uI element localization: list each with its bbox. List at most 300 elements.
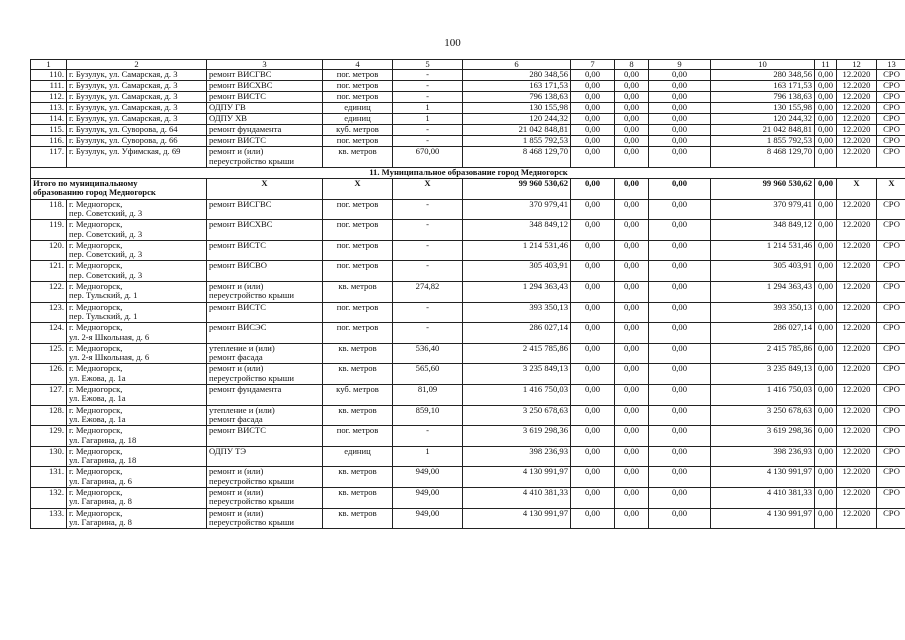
- unit-cell: пог. метров: [323, 426, 393, 447]
- fund-cell: 0,00: [571, 240, 615, 261]
- budget-cell: 0,00: [615, 405, 649, 426]
- owners-funds-cell: 3 235 849,13: [711, 364, 815, 385]
- work-type-cell-line: переустройство крыши: [209, 372, 294, 383]
- address-cell: [67, 343, 207, 364]
- method-cell: СРО: [877, 343, 905, 364]
- work-type-cell-line: переустройство крыши: [209, 290, 294, 301]
- section-title: 11. Муниципальное образование город Медногорск: [31, 168, 905, 179]
- address-cell: [67, 103, 207, 114]
- total-label-line: образованию город Медногорск: [33, 187, 156, 198]
- address-cell: [67, 136, 207, 147]
- budget-cell: 0,00: [615, 114, 649, 125]
- quantity-cell: 670,00: [393, 147, 463, 168]
- column-number: 5: [393, 60, 463, 70]
- fund-cell: 0,00: [571, 147, 615, 168]
- deadline-cell: 12.2020: [837, 220, 877, 241]
- method-cell: СРО: [877, 147, 905, 168]
- total-cost-cell: 4 410 381,33: [463, 487, 571, 508]
- deadline-cell: 12.2020: [837, 281, 877, 302]
- total-cost-cell: 21 042 848,81: [463, 125, 571, 136]
- quantity-cell: 565,60: [393, 364, 463, 385]
- work-type-cell-line: ОДПУ ГВ: [209, 102, 246, 113]
- unit-cell: куб. метров: [323, 384, 393, 405]
- work-type-cell: [207, 92, 323, 103]
- row-number: 124.: [31, 323, 67, 344]
- unit-cell: пог. метров: [323, 302, 393, 323]
- quantity-cell: -: [393, 125, 463, 136]
- local-budget-cell: 0,00: [649, 125, 711, 136]
- total-cost-cell: 3 619 298,36: [463, 426, 571, 447]
- deadline-cell: 12.2020: [837, 446, 877, 467]
- table-row: [31, 467, 905, 488]
- method-cell: СРО: [877, 426, 905, 447]
- total-label: [31, 179, 207, 200]
- other-cell: 0,00: [815, 446, 837, 467]
- work-type-cell-line: ремонт фундамента: [209, 124, 282, 135]
- method-cell: СРО: [877, 302, 905, 323]
- owners-funds-cell: 1 294 363,43: [711, 281, 815, 302]
- fund-cell: 0,00: [571, 199, 615, 220]
- work-type-cell-line: ремонт ВИСГВС: [209, 199, 272, 209]
- method-cell: СРО: [877, 281, 905, 302]
- deadline-cell: 12.2020: [837, 81, 877, 92]
- row-number: 132.: [31, 487, 67, 508]
- owners-funds-cell: 348 849,12: [711, 220, 815, 241]
- method-cell: СРО: [877, 125, 905, 136]
- column-number-row: [31, 60, 905, 70]
- address-cell: [67, 446, 207, 467]
- work-type-cell: [207, 220, 323, 241]
- fund-cell: 0,00: [571, 364, 615, 385]
- quantity-cell: -: [393, 302, 463, 323]
- owners-funds-cell: 4 410 381,33: [711, 487, 815, 508]
- work-type-cell-line: ремонт ВИСГВС: [209, 69, 272, 80]
- quantity-cell: -: [393, 323, 463, 344]
- work-type-cell: [207, 508, 323, 529]
- budget-cell: 0,00: [615, 508, 649, 529]
- budget-cell: 0,00: [615, 125, 649, 136]
- local-budget-cell: 0,00: [649, 103, 711, 114]
- work-type-cell-line: переустройство крыши: [209, 516, 294, 527]
- deadline-cell: 12.2020: [837, 467, 877, 488]
- column-number: 11: [815, 60, 837, 70]
- row-number: 126.: [31, 364, 67, 385]
- method-cell: СРО: [877, 220, 905, 241]
- address-cell-line: г. Бузулук, ул. Суворова, д. 64: [69, 124, 178, 135]
- row-number: 129.: [31, 426, 67, 447]
- column-number: 7: [571, 60, 615, 70]
- table-row: [31, 487, 905, 508]
- local-budget-cell: 0,00: [649, 81, 711, 92]
- method-cell: СРО: [877, 103, 905, 114]
- unit-cell: пог. метров: [323, 92, 393, 103]
- quantity-cell: 1: [393, 446, 463, 467]
- row-number: 120.: [31, 240, 67, 261]
- total-x-cell: X: [877, 179, 905, 200]
- table-body: [31, 60, 905, 529]
- quantity-cell: -: [393, 92, 463, 103]
- table-row: [31, 343, 905, 364]
- other-cell: 0,00: [815, 125, 837, 136]
- address-cell: [67, 70, 207, 81]
- deadline-cell: 12.2020: [837, 426, 877, 447]
- table-row: [31, 147, 905, 168]
- address-cell-line: г. Бузулук, ул. Самарская, д. 3: [69, 91, 178, 102]
- other-cell: 0,00: [815, 114, 837, 125]
- quantity-cell: 274,82: [393, 281, 463, 302]
- work-type-cell: [207, 487, 323, 508]
- method-cell: СРО: [877, 114, 905, 125]
- quantity-cell: -: [393, 261, 463, 282]
- page-number: 100: [444, 37, 461, 49]
- fund-cell: 0,00: [571, 384, 615, 405]
- table-row: [31, 261, 905, 282]
- other-cell: 0,00: [815, 70, 837, 81]
- table-row: [31, 103, 905, 114]
- total-cost-cell: 120 244,32: [463, 114, 571, 125]
- column-number: 9: [649, 60, 711, 70]
- total-cost-cell: 3 250 678,63: [463, 405, 571, 426]
- address-cell-line: пер. Тульский, д. 1: [69, 290, 138, 301]
- other-cell: 0,00: [815, 240, 837, 261]
- table-row: [31, 323, 905, 344]
- owners-funds-cell: 1 214 531,46: [711, 240, 815, 261]
- row-number: 122.: [31, 281, 67, 302]
- deadline-cell: 12.2020: [837, 323, 877, 344]
- work-type-cell-line: ремонт ВИСЭС: [209, 322, 267, 333]
- local-budget-cell: 0,00: [649, 446, 711, 467]
- work-type-cell-line: ремонт ВИСТС: [209, 425, 267, 436]
- unit-cell: пог. метров: [323, 70, 393, 81]
- column-number: 12: [837, 60, 877, 70]
- work-type-cell: [207, 136, 323, 147]
- row-number: 113.: [31, 103, 67, 114]
- quantity-cell: -: [393, 81, 463, 92]
- address-cell-line: г. Медногорск,: [69, 425, 123, 436]
- column-number: 4: [323, 60, 393, 70]
- other-cell: 0,00: [815, 136, 837, 147]
- unit-cell: пог. метров: [323, 136, 393, 147]
- address-cell-line: г. Медногорск,: [69, 281, 123, 291]
- other-cell: 0,00: [815, 364, 837, 385]
- table-row: [31, 136, 905, 147]
- address-cell: [67, 384, 207, 405]
- work-type-cell: [207, 426, 323, 447]
- budget-cell: 0,00: [615, 426, 649, 447]
- work-type-cell-line: ремонт ВИСТС: [209, 240, 267, 250]
- total-cost-cell: 280 348,56: [463, 70, 571, 81]
- work-type-cell: [207, 199, 323, 220]
- work-type-cell-line: ремонт и (или): [209, 487, 264, 497]
- method-cell: СРО: [877, 136, 905, 147]
- address-cell: [67, 81, 207, 92]
- work-type-cell-line: ремонт ВИСВО: [209, 260, 267, 271]
- work-type-cell: [207, 364, 323, 385]
- work-type-cell-line: ремонт ВИСХВС: [209, 219, 273, 230]
- method-cell: СРО: [877, 240, 905, 261]
- table-row: [31, 426, 905, 447]
- work-type-cell-line: утепление и (или): [209, 405, 275, 415]
- other-cell: 0,00: [815, 487, 837, 508]
- table-row: [31, 199, 905, 220]
- unit-cell: пог. метров: [323, 323, 393, 344]
- row-number: 130.: [31, 446, 67, 467]
- budget-cell: 0,00: [615, 261, 649, 282]
- work-type-cell-line: ремонт фасада: [209, 413, 263, 424]
- total-cost-cell: 3 235 849,13: [463, 364, 571, 385]
- table-row: [31, 92, 905, 103]
- row-number: 123.: [31, 302, 67, 323]
- address-cell-line: ул. Гагарина, д. 18: [69, 455, 137, 466]
- fund-cell: 0,00: [571, 70, 615, 81]
- work-type-cell-line: ремонт и (или): [209, 146, 264, 157]
- row-number: 125.: [31, 343, 67, 364]
- other-cell: 0,00: [815, 467, 837, 488]
- total-cost-cell: 4 130 991,97: [463, 467, 571, 488]
- work-type-cell-line: ремонт фундамента: [209, 384, 282, 394]
- owners-funds-cell: 163 171,53: [711, 81, 815, 92]
- quantity-cell: 81,09: [393, 384, 463, 405]
- work-type-cell-line: утепление и (или): [209, 343, 275, 353]
- local-budget-cell: 0,00: [649, 114, 711, 125]
- address-cell-line: г. Медногорск,: [69, 343, 123, 353]
- work-type-cell-line: ремонт и (или): [209, 281, 264, 291]
- column-number: 8: [615, 60, 649, 70]
- address-cell-line: пер. Советский, д. 3: [69, 208, 143, 218]
- local-budget-cell: 0,00: [649, 70, 711, 81]
- row-number: 114.: [31, 114, 67, 125]
- work-type-cell: [207, 343, 323, 364]
- address-cell-line: г. Медногорск,: [69, 322, 123, 333]
- table-row: [31, 125, 905, 136]
- work-type-cell: [207, 446, 323, 467]
- address-cell: [67, 323, 207, 344]
- total-owners-cell: 99 960 530,62: [711, 179, 815, 200]
- address-cell-line: г. Медногорск,: [69, 260, 123, 271]
- unit-cell: кв. метров: [323, 487, 393, 508]
- budget-cell: 0,00: [615, 220, 649, 241]
- owners-funds-cell: 393 350,13: [711, 302, 815, 323]
- address-cell-line: г. Медногорск,: [69, 363, 123, 374]
- total-fund-cell: 0,00: [571, 179, 615, 200]
- row-number: 128.: [31, 405, 67, 426]
- address-cell-line: ул. Гагарина, д. 6: [69, 475, 132, 486]
- local-budget-cell: 0,00: [649, 364, 711, 385]
- fund-cell: 0,00: [571, 81, 615, 92]
- unit-cell: единиц: [323, 446, 393, 467]
- work-type-cell: [207, 103, 323, 114]
- budget-cell: 0,00: [615, 199, 649, 220]
- owners-funds-cell: 130 155,98: [711, 103, 815, 114]
- address-cell-line: г. Медногорск,: [69, 384, 123, 394]
- method-cell: СРО: [877, 81, 905, 92]
- local-budget-cell: 0,00: [649, 323, 711, 344]
- address-cell-line: ул. Гагарина, д. 18: [69, 434, 137, 445]
- row-number: 133.: [31, 508, 67, 529]
- quantity-cell: 536,40: [393, 343, 463, 364]
- total-cost-cell: 2 415 785,86: [463, 343, 571, 364]
- fund-cell: 0,00: [571, 125, 615, 136]
- column-number: 6: [463, 60, 571, 70]
- method-cell: СРО: [877, 92, 905, 103]
- owners-funds-cell: 4 130 991,97: [711, 467, 815, 488]
- work-type-cell: [207, 147, 323, 168]
- work-type-cell-line: ремонт ВИСТС: [209, 302, 267, 312]
- deadline-cell: 12.2020: [837, 125, 877, 136]
- table-row: [31, 364, 905, 385]
- total-budget-cell: 0,00: [615, 179, 649, 200]
- total-label-line: Итого по муниципальному: [33, 178, 138, 188]
- method-cell: СРО: [877, 384, 905, 405]
- address-cell: [67, 125, 207, 136]
- local-budget-cell: 0,00: [649, 384, 711, 405]
- other-cell: 0,00: [815, 281, 837, 302]
- row-number: 121.: [31, 261, 67, 282]
- work-type-cell-line: ремонт ВИСТС: [209, 135, 267, 146]
- method-cell: СРО: [877, 323, 905, 344]
- table-row: [31, 240, 905, 261]
- owners-funds-cell: 3 619 298,36: [711, 426, 815, 447]
- address-cell: [67, 487, 207, 508]
- work-type-cell-line: переустройство крыши: [209, 155, 294, 166]
- deadline-cell: 12.2020: [837, 70, 877, 81]
- address-cell: [67, 405, 207, 426]
- unit-cell: кв. метров: [323, 147, 393, 168]
- total-local-cell: 0,00: [649, 179, 711, 200]
- work-type-cell: [207, 261, 323, 282]
- deadline-cell: 12.2020: [837, 302, 877, 323]
- fund-cell: 0,00: [571, 446, 615, 467]
- quantity-cell: -: [393, 426, 463, 447]
- address-cell: [67, 240, 207, 261]
- fund-cell: 0,00: [571, 487, 615, 508]
- deadline-cell: 12.2020: [837, 103, 877, 114]
- total-cost-cell: 99 960 530,62: [463, 179, 571, 200]
- owners-funds-cell: 120 244,32: [711, 114, 815, 125]
- quantity-cell: -: [393, 220, 463, 241]
- table-row: [31, 302, 905, 323]
- owners-funds-cell: 286 027,14: [711, 323, 815, 344]
- address-cell-line: г. Медногорск,: [69, 199, 123, 209]
- method-cell: СРО: [877, 467, 905, 488]
- unit-cell: куб. метров: [323, 125, 393, 136]
- fund-cell: 0,00: [571, 467, 615, 488]
- total-cost-cell: 1 214 531,46: [463, 240, 571, 261]
- unit-cell: кв. метров: [323, 281, 393, 302]
- unit-cell: пог. метров: [323, 240, 393, 261]
- owners-funds-cell: 370 979,41: [711, 199, 815, 220]
- total-cost-cell: 796 138,63: [463, 92, 571, 103]
- budget-cell: 0,00: [615, 487, 649, 508]
- row-number: 117.: [31, 147, 67, 168]
- fund-cell: 0,00: [571, 103, 615, 114]
- deadline-cell: 12.2020: [837, 136, 877, 147]
- local-budget-cell: 0,00: [649, 405, 711, 426]
- address-cell-line: ул. Гагарина, д. 8: [69, 496, 132, 507]
- owners-funds-cell: 280 348,56: [711, 70, 815, 81]
- unit-cell: кв. метров: [323, 364, 393, 385]
- fund-cell: 0,00: [571, 281, 615, 302]
- quantity-cell: -: [393, 70, 463, 81]
- address-cell-line: г. Медногорск,: [69, 446, 123, 456]
- quantity-cell: 949,00: [393, 508, 463, 529]
- quantity-cell: 949,00: [393, 487, 463, 508]
- total-cost-cell: 305 403,91: [463, 261, 571, 282]
- total-x-cell: X: [837, 179, 877, 200]
- work-type-cell: [207, 384, 323, 405]
- table-row: [31, 281, 905, 302]
- work-type-cell: [207, 467, 323, 488]
- address-cell-line: г. Бузулук, ул. Самарская, д. 3: [69, 113, 178, 124]
- row-number: 110.: [31, 70, 67, 81]
- address-cell-line: г. Бузулук, ул. Самарская, д. 3: [69, 69, 178, 80]
- other-cell: 0,00: [815, 302, 837, 323]
- address-cell-line: пер. Советский, д. 3: [69, 249, 143, 260]
- address-cell: [67, 281, 207, 302]
- address-cell: [67, 467, 207, 488]
- total-cost-cell: 393 350,13: [463, 302, 571, 323]
- address-cell: [67, 220, 207, 241]
- deadline-cell: 12.2020: [837, 199, 877, 220]
- column-number: 13: [877, 60, 905, 70]
- owners-funds-cell: 305 403,91: [711, 261, 815, 282]
- address-cell-line: г. Медногорск,: [69, 466, 123, 477]
- work-type-cell-line: переустройство крыши: [209, 496, 294, 507]
- work-type-cell-line: ремонт и (или): [209, 363, 264, 374]
- address-cell-line: г. Медногорск,: [69, 508, 123, 518]
- other-cell: 0,00: [815, 343, 837, 364]
- row-number: 119.: [31, 220, 67, 241]
- address-cell-line: г. Бузулук, ул. Суворова, д. 66: [69, 135, 178, 146]
- address-cell-line: г. Медногорск,: [69, 487, 123, 497]
- work-type-cell: [207, 302, 323, 323]
- total-x-cell: X: [323, 179, 393, 200]
- fund-cell: 0,00: [571, 508, 615, 529]
- address-cell-line: г. Медногорск,: [69, 302, 123, 312]
- deadline-cell: 12.2020: [837, 261, 877, 282]
- other-cell: 0,00: [815, 103, 837, 114]
- deadline-cell: 12.2020: [837, 240, 877, 261]
- unit-cell: кв. метров: [323, 343, 393, 364]
- column-number: 2: [67, 60, 207, 70]
- other-cell: 0,00: [815, 323, 837, 344]
- other-cell: 0,00: [815, 508, 837, 529]
- row-number: 118.: [31, 199, 67, 220]
- quantity-cell: 949,00: [393, 467, 463, 488]
- work-type-cell: [207, 281, 323, 302]
- total-cost-cell: 286 027,14: [463, 323, 571, 344]
- budget-cell: 0,00: [615, 467, 649, 488]
- total-other-cell: 0,00: [815, 179, 837, 200]
- work-type-cell: [207, 114, 323, 125]
- budget-cell: 0,00: [615, 281, 649, 302]
- repair-program-table: [30, 59, 905, 529]
- owners-funds-cell: 796 138,63: [711, 92, 815, 103]
- owners-funds-cell: 1 416 750,03: [711, 384, 815, 405]
- other-cell: 0,00: [815, 199, 837, 220]
- total-x-cell: X: [393, 179, 463, 200]
- budget-cell: 0,00: [615, 364, 649, 385]
- total-cost-cell: 1 416 750,03: [463, 384, 571, 405]
- other-cell: 0,00: [815, 261, 837, 282]
- column-number: 1: [31, 60, 67, 70]
- other-cell: 0,00: [815, 81, 837, 92]
- address-cell: [67, 261, 207, 282]
- address-cell-line: пер. Тульский, д. 1: [69, 310, 138, 321]
- row-number: 116.: [31, 136, 67, 147]
- other-cell: 0,00: [815, 92, 837, 103]
- fund-cell: 0,00: [571, 220, 615, 241]
